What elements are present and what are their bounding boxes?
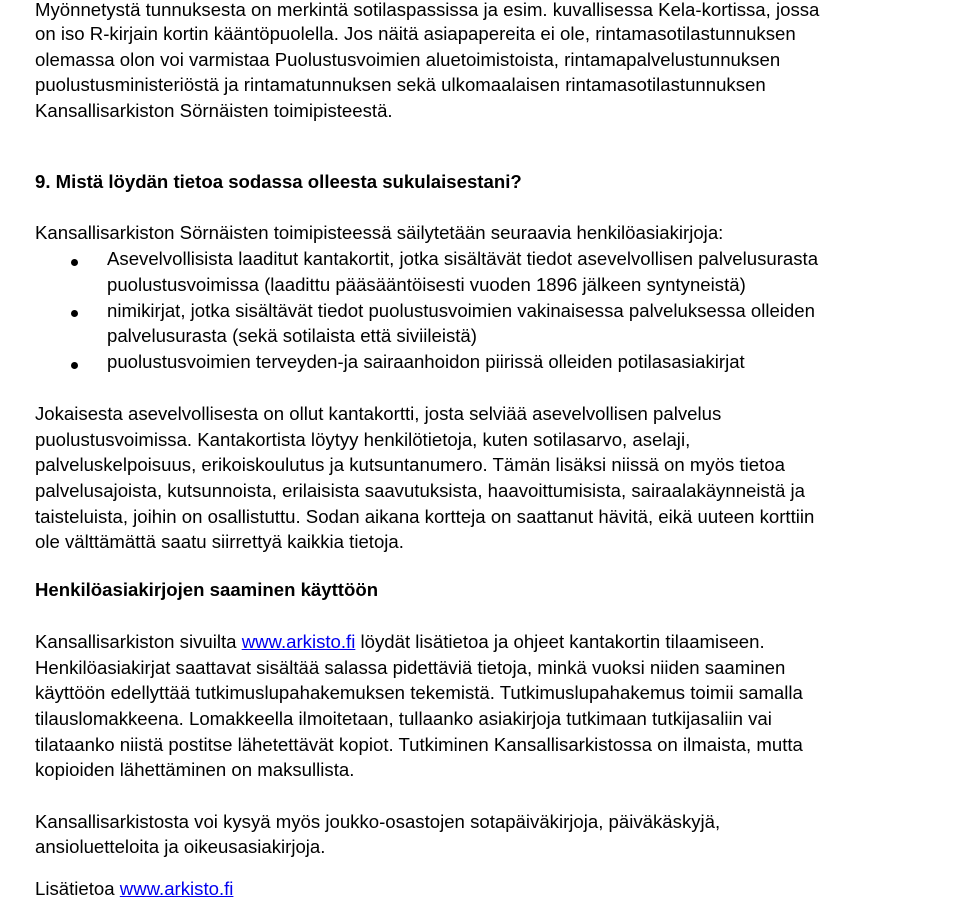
paragraph-line: kopioiden lähettäminen on maksullista. xyxy=(35,759,355,780)
list-item: palvelusurasta (sekä sotilaista että siviileistä) xyxy=(107,325,477,346)
bullet-dot-icon xyxy=(71,310,78,317)
paragraph-line: puolustusvoimissa. Kantakortista löytyy henkilötietoja, kuten sotilasarvo, aselaji, xyxy=(35,429,691,450)
more-info-label: Lisätietoa xyxy=(35,878,120,899)
bullet-dot-icon xyxy=(71,259,78,266)
arkisto-link[interactable]: www.arkisto.fi xyxy=(241,631,356,652)
list-item: puolustusvoimien terveyden-ja sairaanhoidon piirissä olleiden potilasasiakirjat xyxy=(107,351,745,372)
more-info-link[interactable]: www.arkisto.fi xyxy=(119,878,234,899)
paragraph-line: tilauslomakkeena. Lomakkeella ilmoitetaan, tullaanko asiakirjoja tutkimaan tutkijasaliin vai xyxy=(35,708,772,729)
paragraph-line: tilataanko niistä postitse lähetettävät kopiot. Tutkiminen Kansallisarkistossa on ilmaista, mutta xyxy=(35,734,803,755)
section-9-intro: Kansallisarkiston Sörnäisten toimipisteessä säilytetään seuraavia henkilöasiakirjoja: xyxy=(35,222,724,243)
paragraph-line: Kansallisarkistosta voi kysyä myös joukko-osastojen sotapäiväkirjoja, päiväkäskyjä, xyxy=(35,811,721,832)
bullet-dot-icon xyxy=(71,362,78,369)
more-info-line xyxy=(35,876,233,902)
paragraph-line: palveluskelpoisuus, erikoiskoulutus ja kutsuntanumero. Tämän lisäksi niissä on myös tietoa xyxy=(35,454,785,475)
list-item: puolustusvoimissa (laadittu pääsääntöisesti vuoden 1896 jälkeen syntyneistä) xyxy=(107,274,746,295)
access-heading: Henkilöasiakirjojen saaminen käyttöön xyxy=(35,579,379,600)
intro-line: puolustusministeriöstä ja rintamatunnuksen sekä ulkomaalaisen rintamasotilastunnuksen xyxy=(35,74,766,95)
paragraph-text: Kansallisarkiston sivuilta xyxy=(35,631,242,652)
paragraph-line: Jokaisesta asevelvollisesta on ollut kantakortti, josta selviää asevelvollisen palvelus xyxy=(35,403,722,424)
intro-line: Myönnetystä tunnuksesta on merkintä sotilaspassissa ja esim. kuvallisessa Kela-kortissa, jossa xyxy=(35,0,820,20)
paragraph-line: Henkilöasiakirjat saattavat sisältää salassa pidettäviä tietoja, minkä vuoksi niiden saaminen xyxy=(35,657,786,678)
intro-line: Kansallisarkiston Sörnäisten toimipisteestä. xyxy=(35,100,393,121)
paragraph-line: käyttöön edellyttää tutkimuslupahakemuksen tekemistä. Tutkimuslupahakemus toimii samalla xyxy=(35,682,803,703)
section-9-heading: 9. Mistä löydän tietoa sodassa olleesta sukulaisestani? xyxy=(35,171,522,192)
intro-line: on iso R-kirjain kortin kääntöpuolella. Jos näitä asiapapereita ei ole, rintamasotilastunnuksen xyxy=(35,23,796,44)
list-item: Asevelvollisista laaditut kantakortit, jotka sisältävät tiedot asevelvollisen palvelusurasta xyxy=(107,248,819,269)
intro-line: olemassa olon voi varmistaa Puolustusvoimien aluetoimistoista, rintamapalvelustunnuksen xyxy=(35,49,781,70)
paragraph-text: löydät lisätietoa ja ohjeet kantakortin tilaamiseen. xyxy=(355,631,765,652)
paragraph-line: ole välttämättä saatu siirrettyä kaikkia tietoja. xyxy=(35,531,404,552)
paragraph-line: taisteluista, joihin on osallistuttu. Sodan aikana kortteja on saattanut hävitä, eikä uuteen korttiin xyxy=(35,506,815,527)
paragraph-line xyxy=(35,629,765,655)
list-item: nimikirjat, jotka sisältävät tiedot puolustusvoimien vakinaisessa palveluksessa olleiden xyxy=(107,300,815,321)
paragraph-line: ansioluetteloita ja oikeusasiakirjoja. xyxy=(35,836,326,857)
paragraph-line: palvelusajoista, kutsunnoista, erilaisista saavutuksista, haavoittumisista, sairaalakäynneistä ja xyxy=(35,480,805,501)
